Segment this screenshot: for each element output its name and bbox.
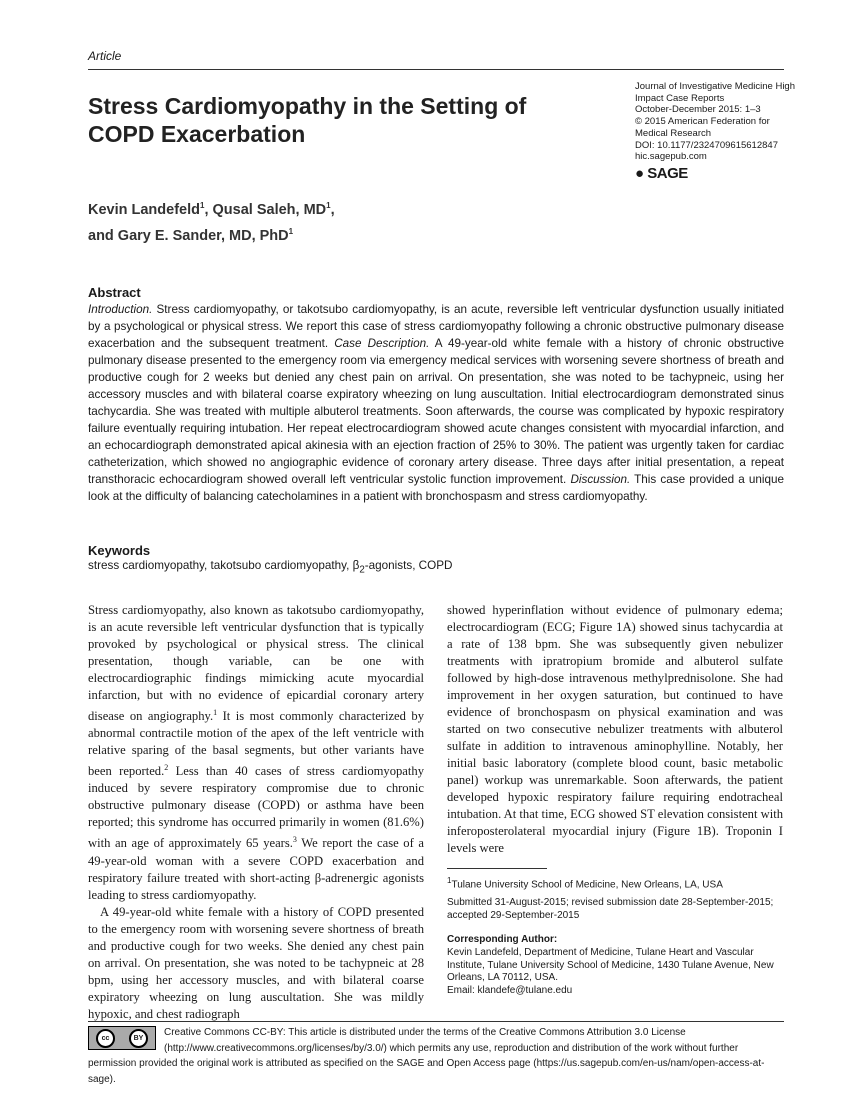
affiliation: Tulane University School of Medicine, New Orleans, LA, USA xyxy=(451,879,723,891)
keywords-text xyxy=(88,559,452,575)
body-paragraph xyxy=(88,602,424,904)
subscript: 2 xyxy=(359,564,365,576)
license-block xyxy=(88,1025,788,1087)
corresponding-author-heading: Corresponding Author: xyxy=(447,934,558,945)
author: , Qusal Saleh, MD xyxy=(204,201,327,218)
header-divider xyxy=(88,69,784,70)
body-column-left xyxy=(88,602,424,1023)
journal-line: Impact Case Reports xyxy=(635,92,725,104)
text: Stress cardiomyopathy, also known as takotsubo cardiomyopathy, is an acute reversible left ventricular dysfunction that is typically provoked by psychological or physical stress. The clinical presentation, though variable, can be one with electrocardiographic findings mimicking acute myocardial infarction, but with no evidence of epicardial coronary artery disease on angiography. xyxy=(88,603,424,724)
body-column-right xyxy=(447,602,783,857)
cc-by-badge[interactable] xyxy=(88,1026,156,1050)
license-text: Creative Commons CC-BY: This article is distributed under the terms of the Creative Commons Attribution 3.0 License (http://www.creativecommons.org/licenses/by/3.0/) which permits any use, reproduction and distribution of the work without further permission provided the original work is attributed as specified on the SAGE and Open Access page (https://us.sagepub.com/en-us/nam/open-access-at-sage). xyxy=(88,1027,765,1085)
journal-line: October-December 2015: 1–3 xyxy=(635,104,761,116)
text: We report the case of a 49-year-old woman with a severe COPD exacerbation and respiratory failure treated with short-acting β-adrenergic agonists leading to stress cardiomyopathy. xyxy=(88,836,424,902)
journal-line: © 2015 American Federation for xyxy=(635,116,770,128)
body-paragraph: A 49-year-old white female with a history of COPD presented to the emergency room with worsening severe shortness of breath and productive cough for two weeks. She denied any chest pain on arrival. On presentation, she was noted to be tachypneic at 28 bpm, using her accessory muscles, and with bilateral coarse expiratory wheezing on lung auscultation. She was mildly hypoxic, and chest radiograph xyxy=(88,904,424,1021)
corresponding-author: Kevin Landefeld, Department of Medicine, Tulane Heart and Vascular Institute, Tulane University School of Medicine, 1430 Tulane Avenue, New Orleans, LA 70112, USA. xyxy=(447,947,774,983)
license-divider xyxy=(88,1021,784,1022)
affil-ref: 1 xyxy=(200,201,205,210)
section-label: Discussion. xyxy=(570,473,631,486)
abstract-text xyxy=(88,301,784,505)
body-paragraph: showed hyperinflation without evidence of pulmonary edema; electrocardiogram (ECG; Figure 1A) showed sinus tachycardia at a rate of 138 bpm. She was subsequently given nebulizer treatments with ipratropium bromide and albuterol sulfate followed by high-dose intravenous methylprednisolone. She had improvement in her oxygen saturation, but continued to have evidence of bronchospasm on physical examination and was started on two consecutive nebulizer treatments with albuterol sulfate in addition to intravenous aminophylline. Notably, her initial basic laboratory (complete blood count, basic metabolic panel) workup was unremarkable. Soon afterwards, the patient developed hypoxic respiratory failure requiring endotracheal intubation. At that time, ECG showed ST elevation consistent with inferoposterolateral myocardial injury (Figure 1B). Troponin I levels were xyxy=(447,603,783,855)
section-label: Introduction. xyxy=(88,303,153,316)
citation: 1 xyxy=(213,708,218,717)
text: Less than 40 cases of stress cardiomyopathy induced by severe respiratory compromise due to chronic obstructive pulmonary disease (COPD) or asthma have been reported; this syndrome has occurred primarily in women (81.6%) with an age of approximately 65 years. xyxy=(88,764,424,851)
keywords-part: -agonists, COPD xyxy=(364,559,453,572)
keywords-part: stress cardiomyopathy, takotsubo cardiomyopathy, β xyxy=(88,559,360,572)
by-icon: BY xyxy=(129,1029,148,1048)
separator: , xyxy=(330,201,335,218)
abstract-case: A 49-year-old white female with a history of chronic obstructive pulmonary disease presented to the emergency room via emergency medical services with worsening severe shortness of breath and productive cough for 2 weeks but denied any chest pain on arrival. On presentation, she was noted to be tachypneic, using her accessory muscles and with bilateral coarse expiratory wheezing on lung auscultation. Initial electrocardiogram demonstrated sinus tachycardia. She was treated with multiple albuterol treatments. Soon afterwards, the course was complicated by hypoxic respiratory failure eventually requiring intubation. Her repeat electrocardiogram showed acute changes consistent with myocardial infarction, and an echocardiograph demonstrated apical akinesia with an ejection fraction of 25% to 30%. The patient was urgently taken for cardiac catheterization, which showed no angiographic evidence of coronary artery disease. Three days after initial presentation, a repeat transthoracic echocardiogram showed overall left ventricular systolic function improvement. xyxy=(88,337,784,486)
footnote-divider xyxy=(447,868,547,869)
affiliation-footnote xyxy=(447,875,787,892)
affil-ref: 1 xyxy=(326,201,331,210)
email[interactable]: Email: klandefe@tulane.edu xyxy=(447,985,573,996)
article-title: Stress Cardiomyopathy in the Setting of COPD Exacerbation xyxy=(88,93,527,147)
affil-ref: 1 xyxy=(447,876,452,885)
keywords-heading: Keywords xyxy=(88,543,151,558)
text: It is most commonly characterized by abnormal contractile motion of the apex of the left ventricle with relative sparing of the basal segments, but other variants have been reported. xyxy=(88,709,424,779)
author-list xyxy=(88,195,335,247)
abstract-intro: Stress cardiomyopathy, or takotsubo cardiomyopathy, is an acute, reversible left ventricular dysfunction usually initiated by a psychological or physical stress. We report this case of stress cardiomyopathy following a chronic obstructive pulmonary disease exacerbation and the subsequent treatment. xyxy=(88,303,784,350)
section-label: Case Description. xyxy=(334,337,430,350)
submission-dates: Submitted 31-August-2015; revised submission date 28-September-2015; accepted 29-September-2015 xyxy=(447,897,774,921)
abstract-discussion: This case provided a unique look at the difficulty of balancing catecholamines in a patient with bronchospasm and stress cardiomyopathy. xyxy=(88,473,784,503)
journal-line: Medical Research xyxy=(635,127,712,139)
journal-info xyxy=(635,81,795,163)
journal-line: Journal of Investigative Medicine High xyxy=(635,81,796,92)
doi: DOI: 10.1177/2324709615612847 xyxy=(635,139,778,151)
cc-icon: cc xyxy=(96,1029,115,1048)
author: and Gary E. Sander, MD, PhD xyxy=(88,227,289,244)
journal-url: hic.sagepub.com xyxy=(635,151,707,163)
affil-ref: 1 xyxy=(288,226,294,236)
publisher-name: SAGE xyxy=(647,165,688,182)
abstract-heading: Abstract xyxy=(88,285,141,300)
citation: 2 xyxy=(164,763,169,773)
author: Kevin Landefeld xyxy=(88,201,200,218)
article-type-label: Article xyxy=(88,49,122,63)
citation: 3 xyxy=(292,835,297,845)
sage-logo: ● SAGE xyxy=(635,165,688,182)
